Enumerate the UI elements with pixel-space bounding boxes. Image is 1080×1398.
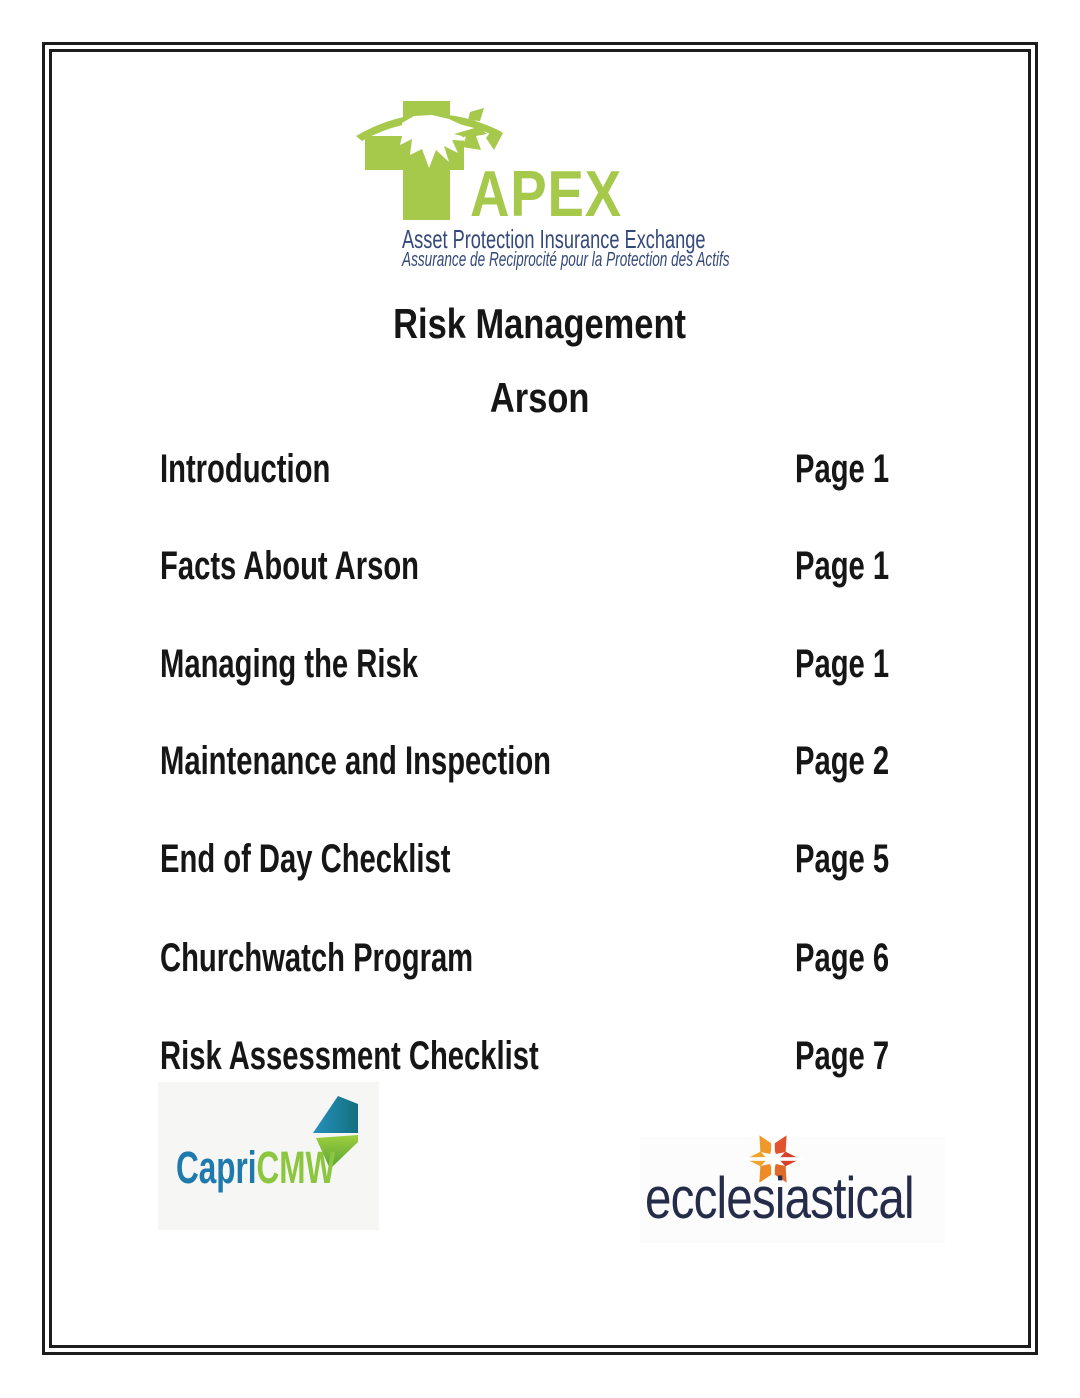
capricmw-wordmark-cmw: CMW	[256, 1142, 336, 1193]
toc-row	[0, 741, 1080, 785]
toc-row	[0, 1036, 1080, 1080]
toc-entry-title: Facts About Arson	[160, 544, 420, 588]
toc-entry-title: End of Day Checklist	[160, 837, 451, 881]
toc-row	[0, 839, 1080, 883]
document-title-text: Risk Management	[393, 300, 687, 347]
toc-row	[0, 449, 1080, 493]
apex-brand-word: APEX	[470, 157, 623, 230]
toc-entry-title: Churchwatch Program	[160, 936, 474, 980]
apex-tagline-english: Asset Protection Insurance Exchange	[402, 224, 706, 254]
toc-entry-title: Managing the Risk	[160, 642, 418, 686]
toc-row	[0, 546, 1080, 590]
toc-row	[0, 644, 1080, 688]
toc-entry-page: Page 7	[795, 1034, 890, 1078]
apex-shard-top	[468, 108, 484, 121]
toc-entry-page: Page 1	[795, 642, 890, 686]
document-title	[0, 300, 1080, 347]
toc-entry-page: Page 1	[795, 544, 890, 588]
toc-entry-title: Risk Assessment Checklist	[160, 1034, 539, 1078]
toc-entry-page: Page 2	[795, 739, 890, 783]
document-subtitle-text: Arson	[490, 374, 590, 421]
toc-entry-title: Introduction	[160, 447, 331, 491]
capricmw-wordmark	[176, 1142, 336, 1193]
apex-tagline-french: Assurance de Reciprocité pour la Protection des Actifs	[402, 249, 730, 271]
toc-entry-page: Page 5	[795, 837, 890, 881]
toc-entry-title: Maintenance and Inspection	[160, 739, 552, 783]
toc-row	[0, 938, 1080, 982]
document-subtitle	[0, 374, 1080, 421]
capricmw-wordmark-capri: Capri	[176, 1142, 257, 1193]
ecclesiastical-wordmark: ecclesiastical	[645, 1166, 914, 1231]
toc-entry-page: Page 6	[795, 936, 890, 980]
capricmw-logo	[158, 1082, 379, 1230]
toc-entry-page: Page 1	[795, 447, 890, 491]
